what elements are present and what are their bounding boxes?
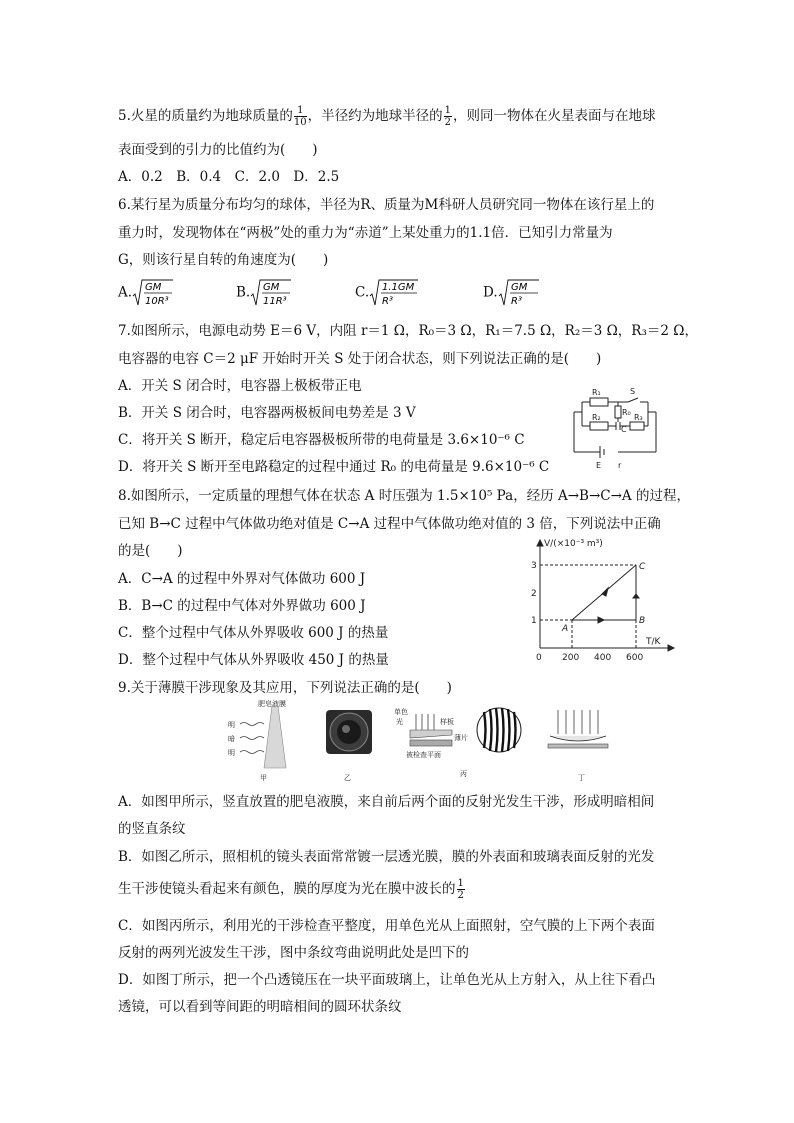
q6-sqrt-denominator: R³ <box>382 296 394 307</box>
q8-line2: 已知 B→C 过程中气体做功绝对值是 C→A 过程中气体做功绝对值的 3 倍，下列说法中正确 <box>118 516 661 532</box>
q9-option-a-line1: A．如图甲所示，竖直放置的肥皂液膜，来自前后两个面的反射光发生干涉，形成明暗相间 <box>118 794 655 810</box>
q6-line1: 6.某行星为质量分布均匀的球体，半径为R、质量为M科研人员研究同一物体在该行星上的 <box>118 197 655 213</box>
q6-sqrt-expression <box>498 278 540 308</box>
q6-sqrt-numerator: GM <box>145 282 162 293</box>
jia-ming1: 明 <box>228 721 235 729</box>
q7-option-b: B．开关 S 闭合时，电容器两极板间电势差是 3 V <box>118 405 416 421</box>
bing-light2: 光 <box>396 718 403 726</box>
q8-option-d: D．整个过程中气体从外界吸收 450 J 的热量 <box>118 652 389 668</box>
jia-title: 肥皂液膜 <box>258 700 286 708</box>
q8-xlabel: T/K <box>646 637 661 647</box>
q7-label-r1: R₁ <box>592 388 601 397</box>
q9-option-b-line2 <box>118 878 466 901</box>
q6-option-d <box>483 278 540 308</box>
q9-option-d-line2: 透镜，可以看到等间距的明暗相间的圆环状条纹 <box>118 999 402 1015</box>
q8-ytick-2: 2 <box>531 589 537 599</box>
q8-ylabel: V/(×10⁻³ m³) <box>544 539 603 549</box>
q9-b2-fraction: $\frac{1}{2}$ <box>457 878 464 901</box>
q9-option-c-line1: C．如图丙所示，利用光的干涉检查平整度，用单色光从上面照射，空气膜的上下两个表面 <box>118 918 655 934</box>
bing-film: 薄片 <box>454 734 468 742</box>
q8-point-b: B <box>639 616 646 626</box>
q6-option-label: C. <box>355 284 370 301</box>
q6-option-label: D. <box>483 284 498 301</box>
q9-option-c-line2: 反射的两列光波发生干涉，图中条纹弯曲说明此处是凹下的 <box>118 945 469 961</box>
q8-point-c: C <box>639 562 646 572</box>
q6-option-c <box>355 278 419 308</box>
q7-option-c: C．将开关 S 断开，稳定后电容器极板所带的电荷量是 3.6×10⁻⁶ C <box>118 432 525 448</box>
q5-line2: 表面受到的引力的比值约为( ) <box>118 142 318 158</box>
q6-option-b <box>236 278 292 308</box>
q5-text-a: 5.火星的质量约为地球质量的 <box>118 108 293 124</box>
q7-label-c: C <box>621 425 627 434</box>
q6-line3: G，则该行星自转的角速度为( ) <box>118 252 329 268</box>
q7-label-e: E <box>596 461 602 470</box>
q7-circuit-diagram <box>560 380 670 472</box>
q6-sqrt-numerator: 1.1GM <box>382 282 415 293</box>
fig-jia-soap-film <box>228 700 286 782</box>
yi-label: 乙 <box>344 774 351 782</box>
q6-line2: 重力时，发现物体在“两极”处的重力为“赤道”上某处重力的1.1倍．已知引力常量为 <box>118 225 613 241</box>
q7-label-r: r <box>618 461 622 470</box>
q8-xtick-0: 0 <box>536 653 542 663</box>
q7-label-r3: R₃ <box>634 413 643 422</box>
bing-sample: 样板 <box>440 718 454 726</box>
fig-bing-flatness-test <box>394 707 521 778</box>
ding-label: 丁 <box>578 774 585 782</box>
bing-label: 丙 <box>460 770 467 778</box>
q8-vt-graph <box>528 536 678 664</box>
q5-text-c: ，则同一物体在火星表面与在地球 <box>453 108 656 124</box>
fig-ding-newton-rings <box>548 710 608 782</box>
q6-option-a <box>118 278 174 308</box>
q6-sqrt-expression <box>369 278 419 308</box>
q6-sqrt-numerator: GM <box>263 282 280 293</box>
q9-b2-text: 生干涉使镜头看起来有颜色，膜的厚度为光在膜中波长的 <box>118 881 456 897</box>
q8-point-a: A <box>562 624 569 634</box>
q5-options: A．0.2 B．0.4 C．2.0 D．2.5 <box>118 169 340 185</box>
q8-option-c: C．整个过程中气体从外界吸收 600 J 的热量 <box>118 625 389 641</box>
q5-fraction-1: $\frac{1}{10}$ <box>293 105 307 128</box>
q6-sqrt-expression <box>250 278 292 308</box>
q8-option-b: B．B→C 的过程中气体对外界做功 600 J <box>118 598 366 614</box>
q7-label-s: S <box>630 387 636 396</box>
q7-option-a: A．开关 S 闭合时，电容器上极板带正电 <box>118 378 362 394</box>
jia-ming2: 明 <box>228 749 235 757</box>
q7-label-r2: R₂ <box>592 413 601 422</box>
q8-xtick-600: 600 <box>626 653 644 663</box>
q8-xtick-400: 400 <box>594 653 612 663</box>
q6-sqrt-denominator: 10R³ <box>145 296 169 307</box>
q8-xtick-200: 200 <box>562 653 580 663</box>
q6-sqrt-denominator: 11R³ <box>263 296 287 307</box>
q8-option-a: A．C→A 的过程中外界对气体做功 600 J <box>118 571 366 587</box>
q5-fraction-2: $\frac{1}{2}$ <box>444 105 451 128</box>
q7-option-d: D．将开关 S 断开至电路稳定的过程中通过 R₀ 的电荷量是 9.6×10⁻⁶ C <box>118 459 550 475</box>
q7-line1: 7.如图所示，电源电动势 E＝6 V，内阻 r＝1 Ω，R₀＝3 Ω，R₁＝7.5 Ω，R₂＝3 Ω，R₃＝2 Ω， <box>118 323 698 339</box>
q6-sqrt-numerator: GM <box>510 282 528 293</box>
q9-option-a-line2: 的竖直条纹 <box>118 821 186 837</box>
q5-text-b: ，半径约为地球半径的 <box>307 108 443 124</box>
jia-an: 暗 <box>228 735 235 743</box>
q9-line1: 9.关于薄膜干涉现象及其应用，下列说法正确的是( ) <box>118 680 452 696</box>
q8-ytick-3: 3 <box>531 561 537 571</box>
bing-light1: 单色 <box>394 708 408 716</box>
bing-plane: 被检查平面 <box>406 751 441 759</box>
q6-option-label: A. <box>118 284 133 301</box>
q6-sqrt-denominator: R³ <box>510 296 522 307</box>
q6-option-label: B. <box>236 284 251 301</box>
q7-line2: 电容器的电容 C＝2 μF 开始时开关 S 处于闭合状态，则下列说法正确的是( ) <box>118 351 602 367</box>
q7-label-r0: R₀ <box>622 408 631 417</box>
q9-option-d-line1: D．如图丁所示，把一个凸透镜压在一块平面玻璃上，让单色光从上方射入，从上往下看凸 <box>118 972 656 988</box>
q5-line1 <box>118 105 656 128</box>
q9-option-b-line1: B．如图乙所示，照相机的镜头表面常常镀一层透光膜，膜的外表面和玻璃表面反射的光发 <box>118 849 655 865</box>
fig-yi-camera-lens <box>326 710 372 782</box>
q8-line3: 的是( ) <box>118 543 183 559</box>
q9-figures <box>220 700 620 786</box>
q6-sqrt-expression <box>132 278 174 308</box>
jia-label: 甲 <box>260 774 267 782</box>
q8-ytick-1: 1 <box>531 616 537 626</box>
q8-line1: 8.如图所示，一定质量的理想气体在状态 A 时压强为 1.5×10⁵ Pa，经历 A→B→C→A 的过程， <box>118 488 690 504</box>
